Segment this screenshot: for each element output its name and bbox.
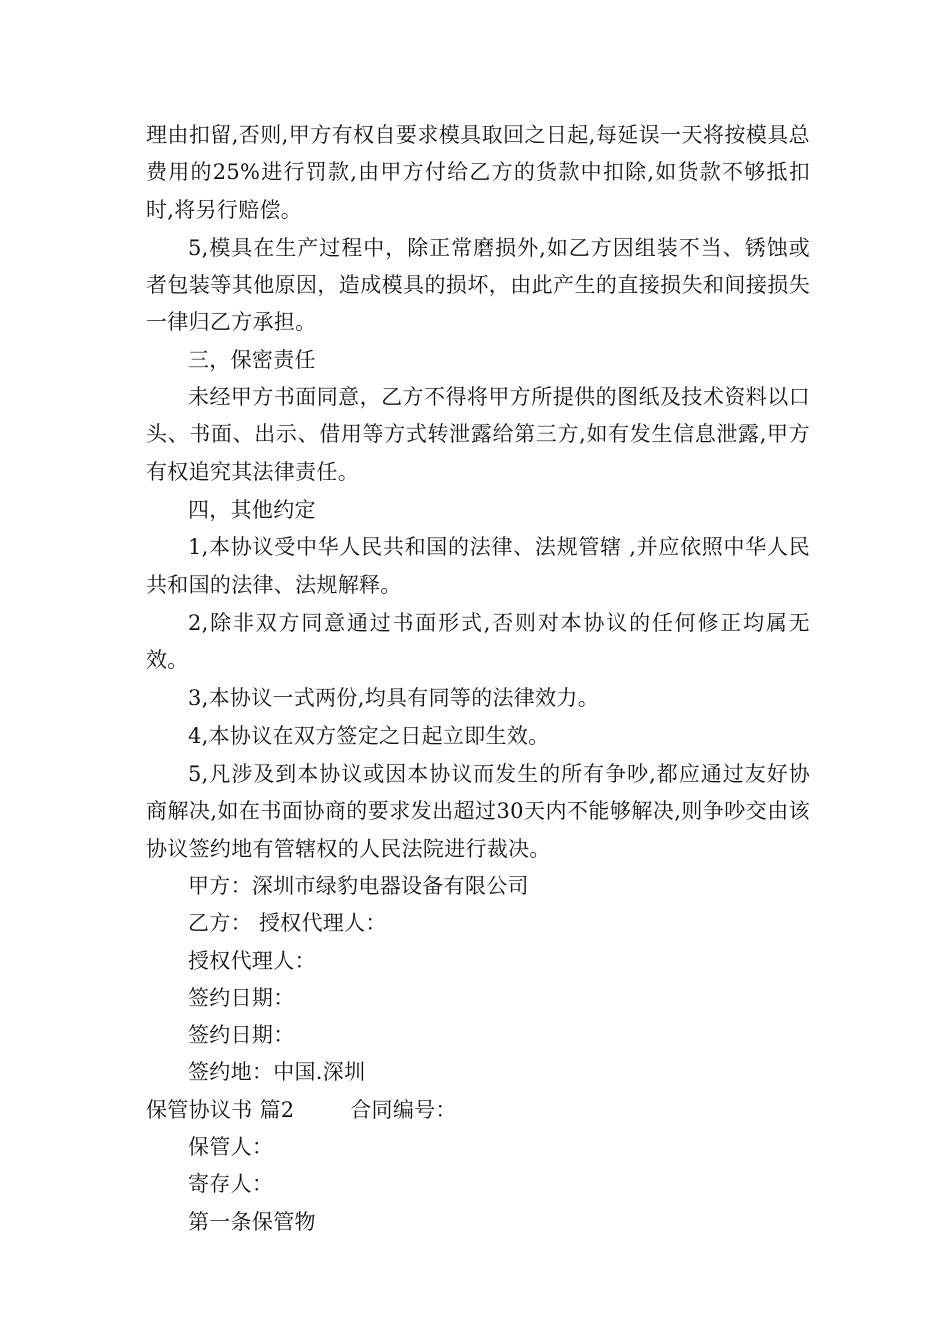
signing-place-line: 签约地：中国.深圳 (188, 1060, 366, 1085)
depositor-line: 寄存人： (188, 1172, 274, 1197)
paragraph-penalty-clause: 理由扣留,否则,甲方有权自要求模具取回之日起,每延误一天将按模具总费用的25%进行罚款,由甲方付给乙方的货款中扣除,如货款不够抵扣时,将另行赔偿。 (146, 123, 810, 222)
signing-date-line: 签约日期： (188, 985, 295, 1010)
party-b-line: 乙方： 授权代理人： (188, 911, 387, 936)
authorized-agent-line: 授权代理人： (188, 948, 316, 973)
document-body (146, 117, 810, 1241)
paragraph-governing-law: 1,本协议受中华人民共和国的法律、法规管辖 ,并应依照中华人民共和国的法律、法规解释。 (146, 535, 810, 597)
paragraph-copies: 3,本协议一式两份,均具有同等的法律效力。 (188, 686, 600, 711)
paragraph-amendments: 2,除非双方同意通过书面形式,否则对本协议的任何修正均属无效。 (146, 610, 810, 673)
section-heading: 保管协议书 篇2 合同编号： (146, 1097, 457, 1122)
paragraph-dispute-resolution: 5,凡涉及到本协议或因本协议而发生的所有争吵,都应通过友好协商解决,如在书面协商的要求发出超过30天内不能够解决,则争吵交由该协议签约地有管辖权的人民法院进行裁决。 (146, 762, 810, 861)
party-a-line: 甲方：深圳市绿豹电器设备有限公司 (188, 873, 529, 898)
paragraph-confidentiality: 未经甲方书面同意，乙方不得将甲方所提供的图纸及技术资料以口头、书面、出示、借用等方式转泄露给第三方,如有发生信息泄露,甲方有权追究其法律责任。 (146, 385, 810, 484)
signing-date-line-2: 签约日期： (188, 1023, 295, 1048)
heading-confidentiality: 三，保密责任 (188, 347, 316, 372)
custodian-line: 保管人： (188, 1135, 274, 1160)
paragraph-effective-date: 4,本协议在双方签定之日起立即生效。 (188, 723, 550, 748)
paragraph-mold-damage-clause: 5,模具在生产过程中，除正常磨损外,如乙方因组装不当、锈蚀或者包装等其他原因，造成模具的损坏，由此产生的直接损失和间接损失一律归乙方承担。 (146, 235, 810, 335)
heading-other-terms: 四，其他约定 (188, 497, 316, 522)
article-one-heading: 第一条保管物 (188, 1209, 316, 1234)
